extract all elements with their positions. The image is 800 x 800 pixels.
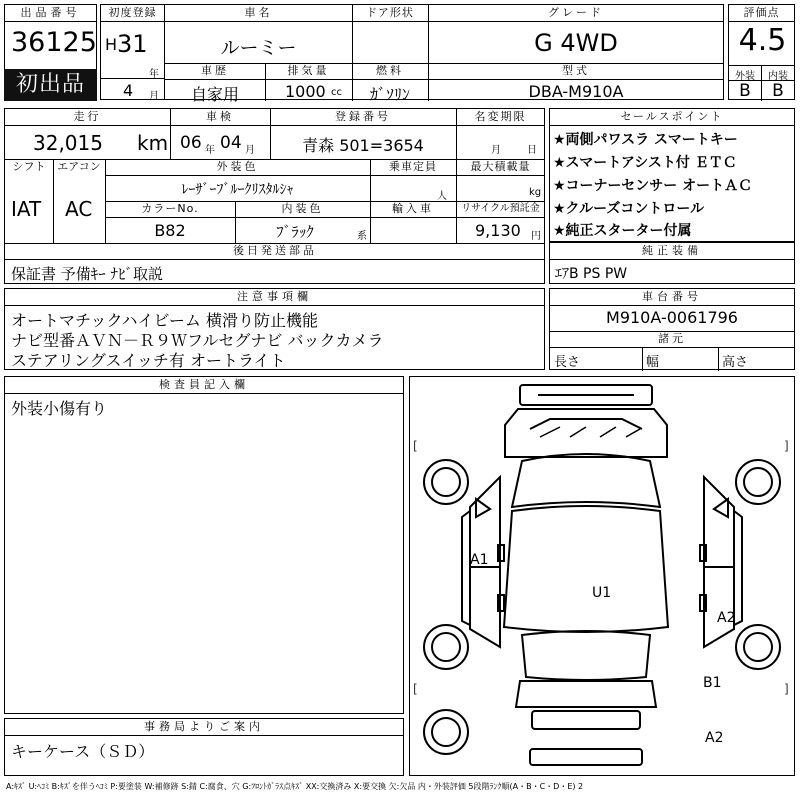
capacity-label: 乗車定員 [389,160,437,173]
car-name-label: 車名 [244,6,273,19]
load-label: 最大積載量 [470,160,531,173]
later-parts-label: 後日発送部品 [233,244,317,257]
name-change-day-unit: 日 [527,145,537,156]
exterior-color-label: 外装色 [216,160,259,173]
capacity-unit: 人 [437,191,447,202]
name-change-label: 名変期限 [474,110,527,123]
length-label: 長さ [554,355,581,370]
inspection-month: 04 [220,133,242,153]
exterior-color: ﾚｰｻﾞｰﾌﾞﾙｰｸﾘｽﾀﾙｼｬ [181,182,294,198]
exterior-label: 外装 [735,71,755,82]
spec-box [4,108,545,284]
sales-points-label: セールスポイント [550,109,794,126]
month-unit: 月 [149,91,159,102]
inspection-label: 車検 [206,110,234,123]
score-box [728,4,795,100]
grade-label: グレード [548,6,604,19]
sales-points-box [549,108,795,242]
recycle-unit: 円 [531,231,541,242]
color-no-label: カラーNo. [141,202,199,215]
bracket-mark: ] [784,439,789,453]
damage-mark-a1: A1 [470,552,489,568]
chassis-number: M910A-0061796 [606,308,738,327]
damage-mark-b1: B1 [703,675,722,691]
sales-point-item: ★スマートアシスト付 ＥＴＣ [553,155,737,171]
fuel-label: 燃料 [376,64,404,77]
notes-box [4,288,545,370]
history: 自家用 [190,85,239,104]
standard-equipment-box [549,242,795,284]
chassis-label: 車台番号 [550,289,794,306]
bracket-mark: [ [413,439,418,453]
lot-number-box [4,4,97,100]
inspector-text: 外装小傷有り [11,399,108,418]
shift-label: シフト [12,160,46,173]
shift-value: IAT [11,197,42,221]
standard-equipment-label: 純正装備 [550,243,794,260]
office-box [4,718,404,776]
mileage-unit: km [137,131,169,155]
sales-point-item: ★純正スターター付属 [553,223,692,239]
recycle-value: 9,130 [475,221,521,240]
dimensions-label: 諸元 [658,332,686,345]
first-registration-year: 31 [117,30,148,58]
chassis-box [549,288,795,370]
interior-grade: B [772,81,784,101]
import-label: 輸入車 [392,202,434,215]
door-label: ドア形状 [366,6,414,19]
exterior-grade: B [739,81,751,101]
lot-number-label: 出品番号 [5,5,96,22]
first-listing-badge: 初出品 [4,69,97,101]
office-label: 事務局よりご案内 [5,719,403,736]
inspection-year: 06 [180,133,202,153]
legend: A:ｷｽﾞ U:ﾍｺﾐ B:ｷｽﾞを伴うﾍｺﾐ P:要塗装 W:補修跡 S:錆 C:腐食、穴 G:ﾌﾛﾝﾄｶﾞﾗｽ点ｷｽﾞ XX:交換済み X:要交換 欠:欠品 内・外装評価 5段階ﾗﾝｸ順(A・B・C・D・E) 2 [6,782,584,791]
registration-number: 青森 501=3654 [302,136,424,155]
first-registration-box [100,4,165,100]
name-change-month-unit: 月 [491,145,501,156]
office-text: キーケース（ＳＤ） [11,742,155,761]
era-mark: H [105,35,118,54]
interior-color: ﾌﾞﾗｯｸ [276,223,314,241]
height-label: 高さ [722,355,749,370]
inspector-label: 検査員記入欄 [5,377,403,394]
inspection-year-unit: 年 [205,145,215,156]
first-registration-label: 初度登録 [101,5,164,22]
inspection-month-unit: 月 [245,145,255,156]
interior-color-unit: 系 [357,231,367,242]
bracket-mark: ] [784,682,789,696]
damage-mark-a2: A2 [717,610,736,626]
displacement: 1000 [285,82,326,101]
bracket-mark: [ [413,682,418,696]
registration-label: 登録番号 [335,110,391,123]
fuel: ｶﾞｿﾘﾝ [369,85,410,104]
notes-line: ナビ型番ＡＶＮ－Ｒ９Ｗフルセグナビ バックカメラ [11,331,384,350]
notes-line: オートマチックハイビーム 横滑り防止機能 [11,311,319,330]
interior-label: 内装 [768,71,788,82]
interior-color-label: 内装色 [281,202,324,215]
car-outline [410,377,794,775]
standard-equipment: ｴｱB PS PW [555,266,628,282]
aircon-value: AC [65,197,93,221]
width-label: 幅 [646,355,660,370]
car-name: ルーミー [220,37,297,59]
notes-line: ステアリングスイッチ有 オートライト [11,351,286,370]
sales-point-item: ★コーナーセンサー オートＡＣ [553,178,753,194]
load-unit: kg [529,187,542,198]
later-parts: 保証書 予備ｷｰ ﾅﾋﾞ取説 [11,265,164,283]
year-unit: 年 [149,69,159,80]
grade: G 4WD [534,29,618,57]
damage-mark-a2-bottom: A2 [705,730,724,746]
score-label: 評価点 [729,5,794,22]
recycle-label: リサイクル預託金 [461,203,540,214]
history-label: 車歴 [201,64,229,77]
displacement-label: 排気量 [287,64,330,77]
first-registration-month: 4 [123,81,134,100]
mileage-label: 走行 [73,110,102,123]
score: 4.5 [738,23,787,58]
vehicle-main-box [164,4,724,104]
aircon-label: エアコン [57,160,101,173]
model: DBA-M910A [528,82,624,101]
mileage-value: 32,015 [33,131,103,155]
lot-number: 36125 [11,27,97,58]
cc-unit: cc [331,87,342,98]
sales-point-item: ★クルーズコントロール [553,201,705,217]
model-label: 型式 [562,64,590,77]
notes-label: 注意事項欄 [5,289,544,306]
color-no: B82 [154,221,186,240]
inspector-box [4,376,404,714]
damage-diagram [409,376,795,776]
sales-point-item: ★両側パワスラ スマートキー [553,132,738,148]
damage-mark-u1: U1 [592,585,612,601]
